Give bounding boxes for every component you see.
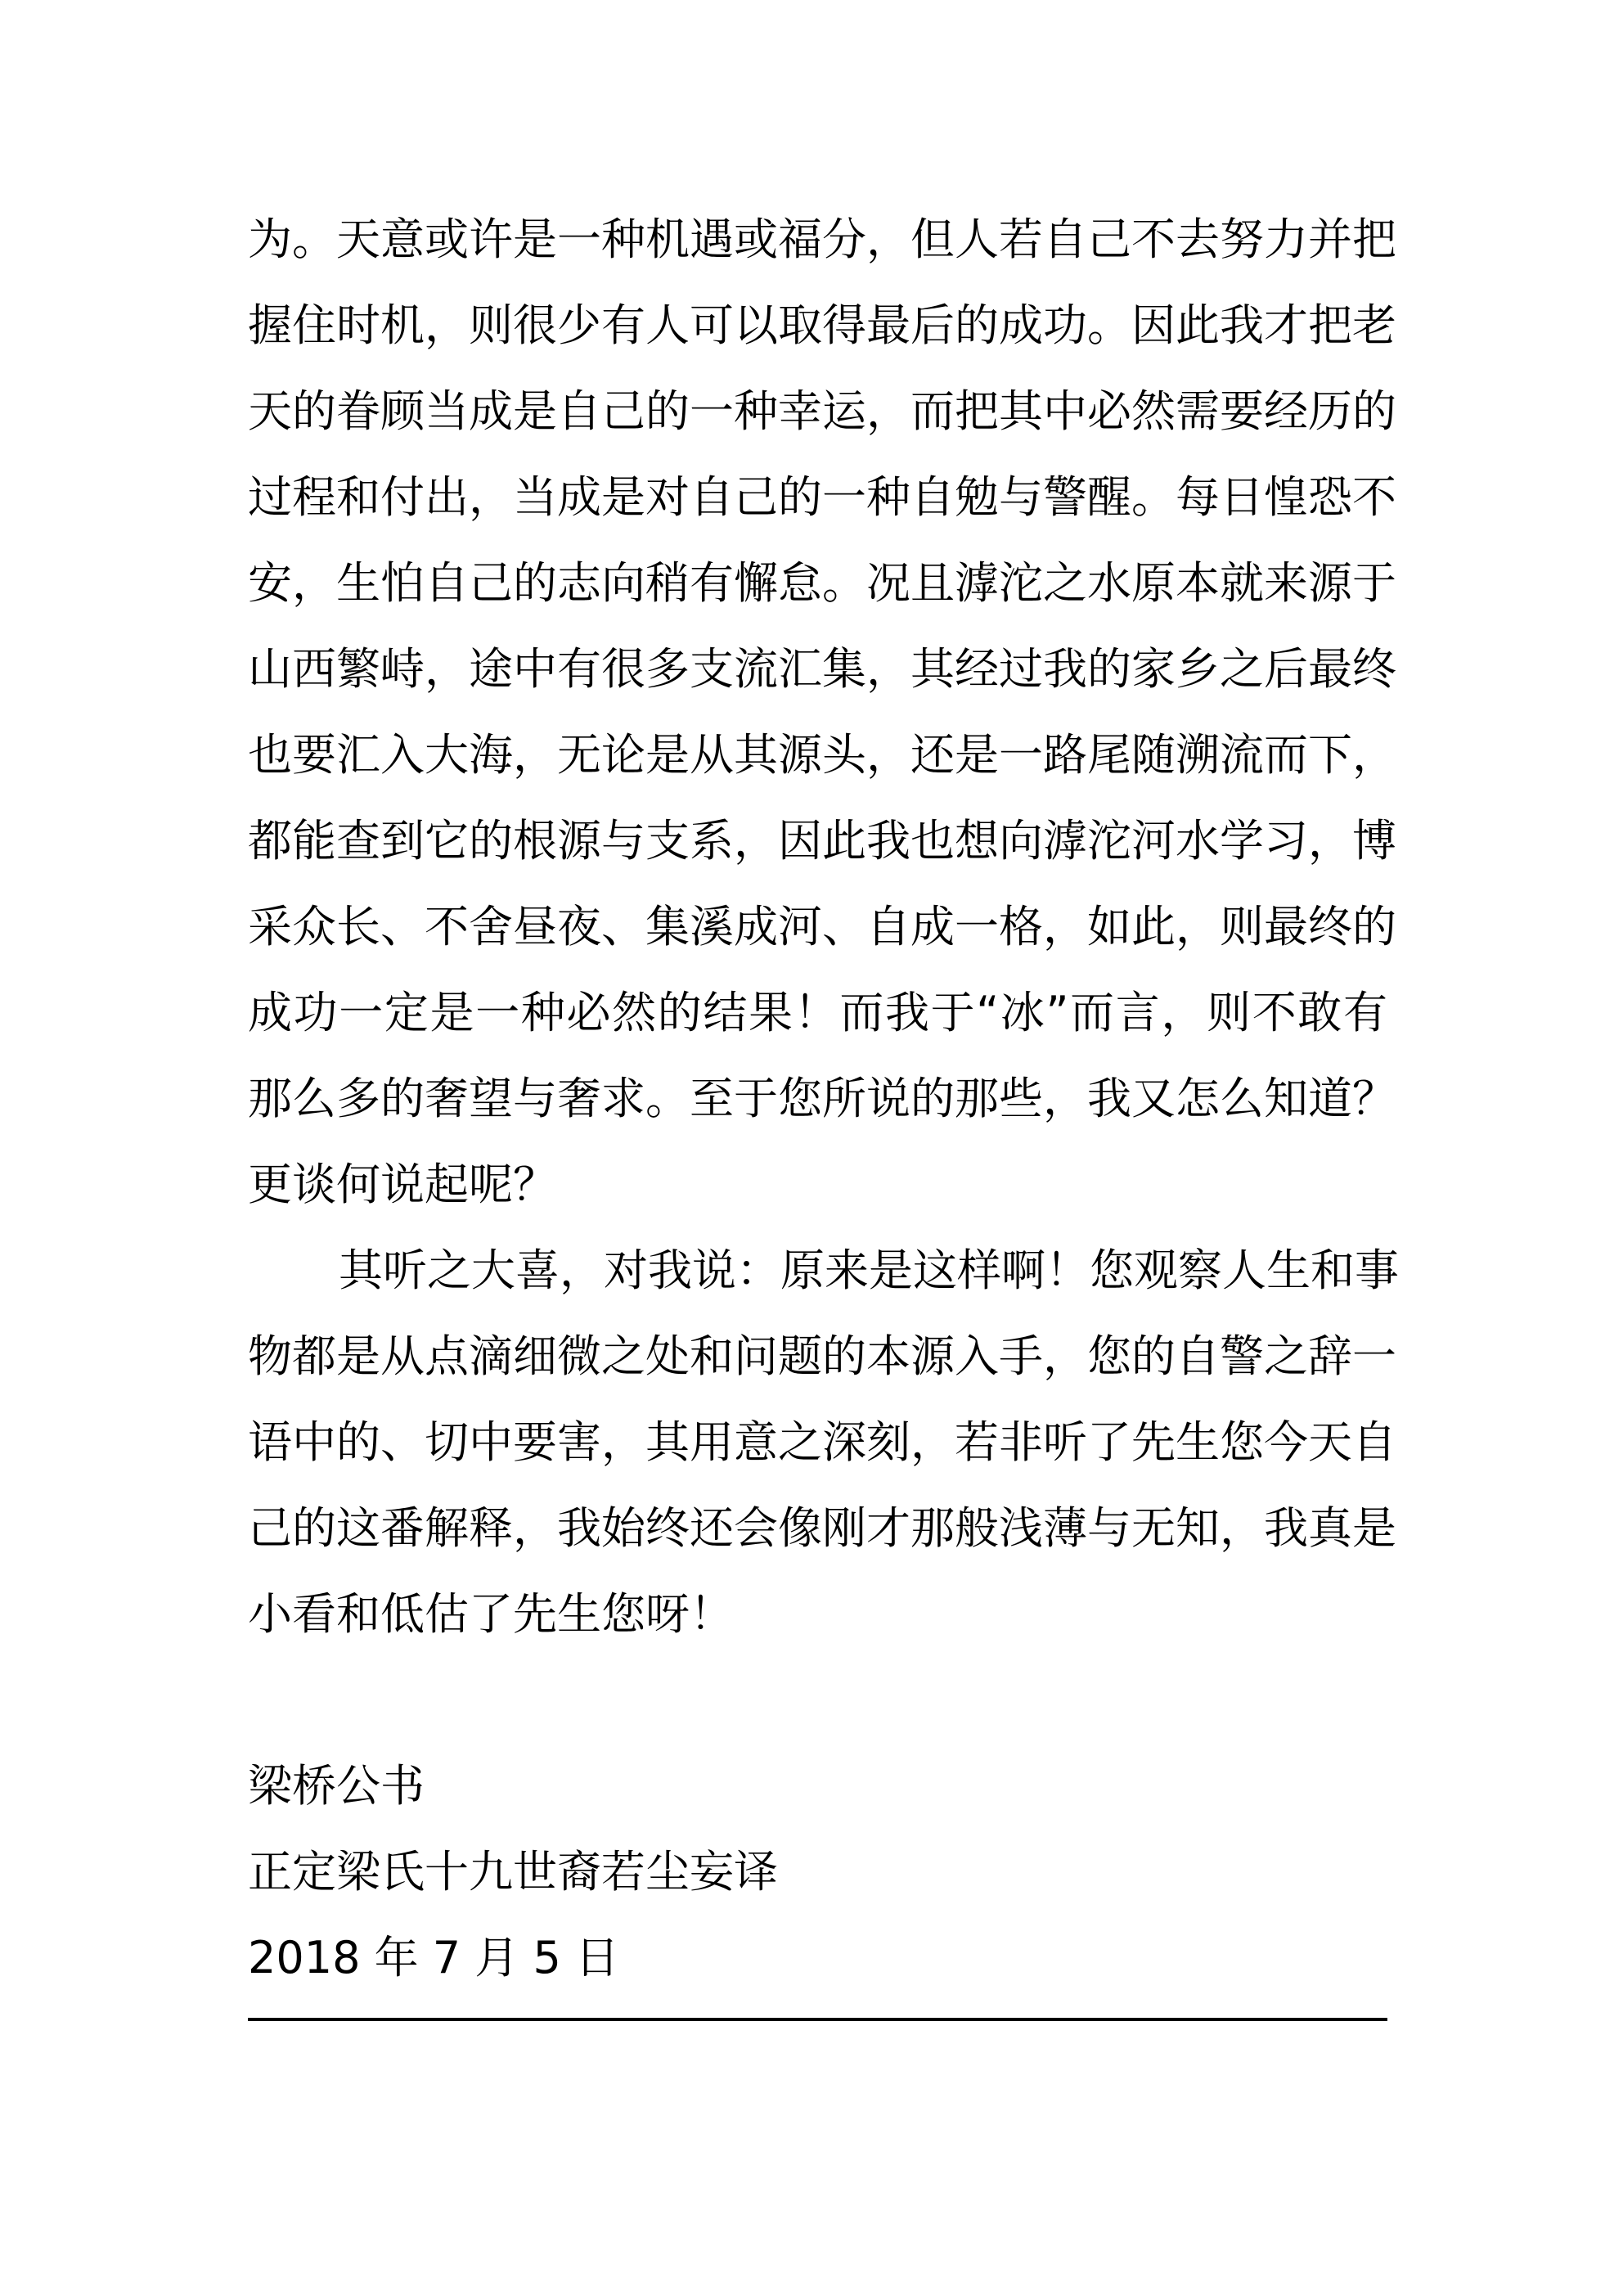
text-line: 其听之大喜，对我说：原来是这样啊！您观察人生和事 [339, 1245, 1399, 1296]
text-line: 握住时机，则很少有人可以取得最后的成功。因此我才把老 [248, 299, 1396, 351]
text-line: 过程和付出，当成是对自己的一种自勉与警醒。每日惶恐不 [248, 471, 1396, 523]
text-line: 那么多的奢望与奢求。至于您所说的那些，我又怎么知道？ [248, 1073, 1396, 1124]
signature-translator: 正定梁氏十九世裔若尘妄译 [248, 1846, 778, 1898]
text-line: 采众长、不舍昼夜、集溪成河、自成一格，如此，则最终的 [248, 901, 1396, 952]
signature-author: 梁桥公书 [248, 1760, 425, 1812]
text-line: 安，生怕自己的志向稍有懈怠。况且滹沱之水原本就来源于 [248, 557, 1396, 609]
horizontal-rule [248, 2018, 1387, 2021]
text-line: 物都是从点滴细微之处和问题的本源入手，您的自警之辞一 [248, 1330, 1396, 1382]
paragraph-1 [248, 196, 1396, 1227]
signature-date: 2018 年 7 月 5 日 [248, 1932, 619, 1983]
text-line: 天的眷顾当成是自己的一种幸运，而把其中必然需要经历的 [248, 385, 1396, 437]
text-line: 语中的、切中要害，其用意之深刻，若非听了先生您今天自 [248, 1416, 1396, 1468]
text-line: 都能查到它的根源与支系，因此我也想向滹沱河水学习，博 [248, 815, 1396, 867]
text-line: 小看和低估了先生您呀！ [248, 1588, 734, 1640]
text-line: 也要汇入大海，无论是从其源头，还是一路尾随溯流而下， [248, 729, 1396, 781]
text-line: 成功一定是一种必然的结果！而我于“冰”而言，则不敢有 [248, 987, 1387, 1038]
text-line: 山西繁峙，途中有很多支流汇集，其经过我的家乡之后最终 [248, 643, 1396, 695]
text-line: 己的这番解释，我始终还会像刚才那般浅薄与无知，我真是 [248, 1502, 1396, 1554]
paragraph-2 [248, 1227, 1399, 1657]
blank-line [248, 1657, 1387, 1743]
document-page [248, 196, 1399, 2001]
text-line: 更谈何说起呢？ [248, 1159, 557, 1210]
text-line: 为。天意或许是一种机遇或福分，但人若自己不去努力并把 [248, 214, 1396, 265]
signature-block [248, 1743, 1387, 2001]
